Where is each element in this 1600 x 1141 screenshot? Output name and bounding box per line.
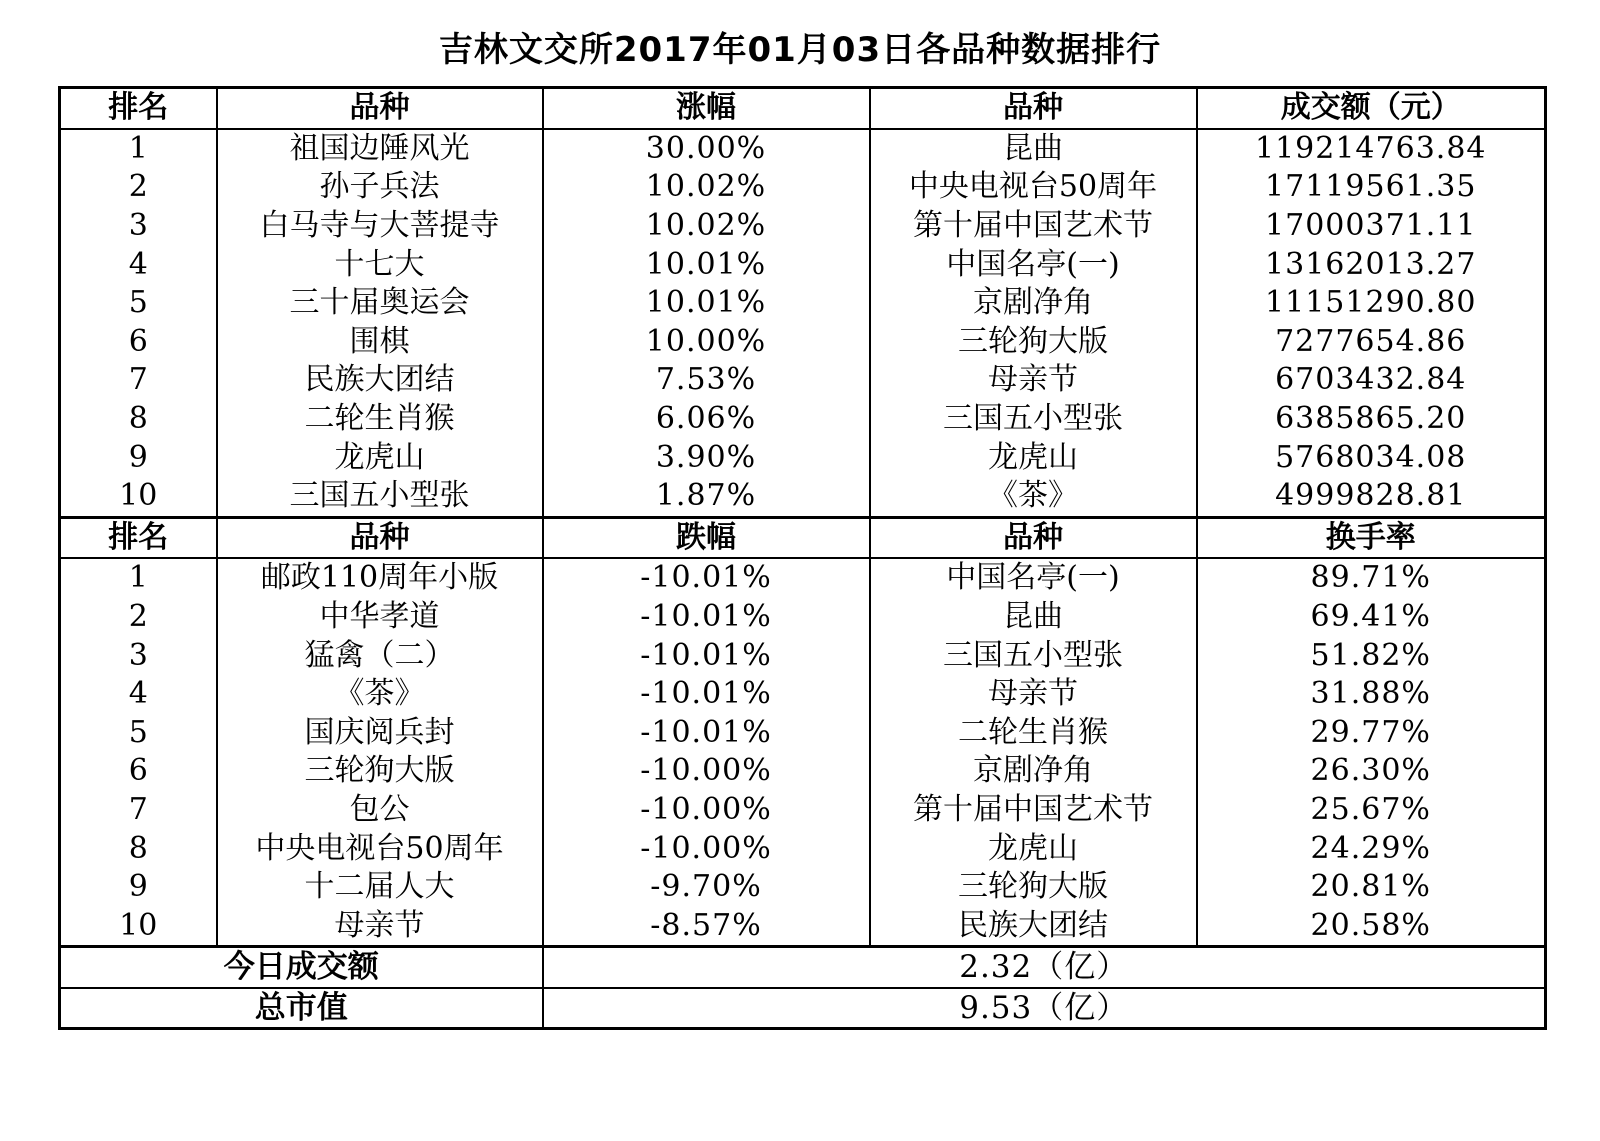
rank-cell: 2 [128,169,148,205]
turnover-cell: 6385865.20 [1197,400,1546,439]
table-row [60,361,1546,400]
name-cell: 邮政110周年小版 [217,558,543,598]
name-2-cell: 京剧净角 [870,752,1197,791]
market-cap-label: 总市值 [60,988,543,1029]
rank-cell: 3 [128,208,148,244]
table-row [60,868,1546,907]
table-row [60,438,1546,477]
name-2-cell: 三轮狗大版 [870,868,1197,907]
rank-cell: 9 [128,439,148,475]
turnover-cell: 119214763.84 [1197,129,1546,169]
change-cell: 10.02% [543,207,870,246]
rank-cell: 4 [128,246,148,282]
change-cell: 7.53% [543,361,870,400]
name-cell: 龙虎山 [217,438,543,477]
table-row [60,168,1546,207]
name-2-cell: 三国五小型张 [870,400,1197,439]
name-2-cell: 中央电视台50周年 [870,168,1197,207]
name-cell: 十二届人大 [217,868,543,907]
summary-row-volume [60,947,1546,988]
today-volume-value: 2.32（亿） [543,947,1546,988]
change-cell: -10.00% [543,752,870,791]
change-cell: 10.02% [543,168,870,207]
rank-cell: 4 [128,676,148,712]
rank-cell: 8 [128,830,148,866]
turnover-cell: 17000371.11 [1197,207,1546,246]
rank-cell: 7 [128,791,148,827]
name-cell: 中华孝道 [217,598,543,637]
today-volume-label: 今日成交额 [60,947,543,988]
change-cell: 10.00% [543,323,870,362]
change-cell: -10.00% [543,829,870,868]
rank-cell: 10 [119,478,158,514]
name-2-cell: 《茶》 [870,477,1197,517]
turnover-rate-cell: 20.81% [1197,868,1546,907]
page-title: 吉林文交所2017年01月03日各品种数据排行 [438,30,1162,70]
name-cell: 母亲节 [217,906,543,946]
change-cell: -10.01% [543,598,870,637]
table-row [60,207,1546,246]
name-cell: 孙子兵法 [217,168,543,207]
name-2-cell: 三轮狗大版 [870,323,1197,362]
name-2-cell: 二轮生肖猴 [870,714,1197,753]
header-name-2: 品种 [870,517,1197,558]
turnover-rate-cell: 31.88% [1197,675,1546,714]
header-turnover-rate: 换手率 [1197,517,1546,558]
name-cell: 二轮生肖猴 [217,400,543,439]
name-2-cell: 中国名亭(一) [870,245,1197,284]
turnover-cell: 4999828.81 [1197,477,1546,517]
table-row [60,714,1546,753]
name-cell: 三轮狗大版 [217,752,543,791]
change-cell: -10.01% [543,558,870,598]
turnover-rate-cell: 24.29% [1197,829,1546,868]
name-2-cell: 母亲节 [870,675,1197,714]
change-cell: -10.01% [543,714,870,753]
name-2-cell: 第十届中国艺术节 [870,791,1197,830]
rank-cell: 5 [128,714,148,750]
name-cell: 三十届奥运会 [217,284,543,323]
rank-cell: 1 [128,560,148,596]
market-cap-value: 9.53（亿） [543,988,1546,1029]
turnover-cell: 7277654.86 [1197,323,1546,362]
name-2-cell: 中国名亭(一) [870,558,1197,598]
ranking-table [58,86,1547,1030]
name-cell: 国庆阅兵封 [217,714,543,753]
rank-cell: 8 [128,401,148,437]
ranking-table-body [60,88,1546,1029]
summary-row-market-cap [60,988,1546,1029]
change-cell: -9.70% [543,868,870,907]
name-cell: 《茶》 [217,675,543,714]
header-rank: 排名 [60,88,217,129]
rank-cell: 2 [128,599,148,635]
name-cell: 包公 [217,791,543,830]
turnover-rate-cell: 29.77% [1197,714,1546,753]
change-cell: 6.06% [543,400,870,439]
table-row [60,829,1546,868]
name-2-cell: 三国五小型张 [870,636,1197,675]
name-2-cell: 母亲节 [870,361,1197,400]
rank-cell: 1 [128,130,148,166]
table-row [60,245,1546,284]
turnover-cell: 13162013.27 [1197,245,1546,284]
losers-header-row [60,517,1546,558]
name-cell: 祖国边陲风光 [217,129,543,169]
name-cell: 十七大 [217,245,543,284]
rank-cell: 6 [128,753,148,789]
turnover-rate-cell: 20.58% [1197,906,1546,946]
table-row [60,906,1546,946]
table-row [60,477,1546,517]
name-cell: 三国五小型张 [217,477,543,517]
header-name: 品种 [217,517,543,558]
header-name: 品种 [217,88,543,129]
change-cell: -8.57% [543,906,870,946]
turnover-rate-cell: 25.67% [1197,791,1546,830]
change-cell: -10.00% [543,791,870,830]
change-cell: 1.87% [543,477,870,517]
change-cell: 10.01% [543,245,870,284]
turnover-cell: 5768034.08 [1197,438,1546,477]
name-cell: 猛禽（二） [217,636,543,675]
turnover-cell: 17119561.35 [1197,168,1546,207]
table-row [60,323,1546,362]
table-row [60,284,1546,323]
table-row [60,791,1546,830]
name-2-cell: 龙虎山 [870,438,1197,477]
turnover-rate-cell: 69.41% [1197,598,1546,637]
turnover-cell: 11151290.80 [1197,284,1546,323]
name-2-cell: 昆曲 [870,129,1197,169]
table-row [60,129,1546,169]
change-cell: -10.01% [543,636,870,675]
rank-cell: 10 [119,907,158,943]
turnover-rate-cell: 26.30% [1197,752,1546,791]
table-row [60,636,1546,675]
name-cell: 民族大团结 [217,361,543,400]
table-row [60,400,1546,439]
name-2-cell: 昆曲 [870,598,1197,637]
header-gain: 涨幅 [543,88,870,129]
gainers-header-row [60,88,1546,129]
name-cell: 中央电视台50周年 [217,829,543,868]
turnover-rate-cell: 89.71% [1197,558,1546,598]
name-2-cell: 民族大团结 [870,906,1197,946]
header-rank: 排名 [60,517,217,558]
table-row [60,752,1546,791]
change-cell: 10.01% [543,284,870,323]
rank-cell: 9 [128,869,148,905]
name-2-cell: 第十届中国艺术节 [870,207,1197,246]
header-loss: 跌幅 [543,517,870,558]
name-2-cell: 龙虎山 [870,829,1197,868]
header-name-2: 品种 [870,88,1197,129]
change-cell: -10.01% [543,675,870,714]
rank-cell: 7 [128,362,148,398]
change-cell: 3.90% [543,438,870,477]
turnover-cell: 6703432.84 [1197,361,1546,400]
name-cell: 围棋 [217,323,543,362]
table-row [60,558,1546,598]
rank-cell: 5 [128,285,148,321]
header-turnover: 成交额（元） [1197,88,1546,129]
table-row [60,598,1546,637]
change-cell: 30.00% [543,129,870,169]
table-row [60,675,1546,714]
name-2-cell: 京剧净角 [870,284,1197,323]
name-cell: 白马寺与大菩提寺 [217,207,543,246]
rank-cell: 6 [128,323,148,359]
turnover-rate-cell: 51.82% [1197,636,1546,675]
rank-cell: 3 [128,637,148,673]
